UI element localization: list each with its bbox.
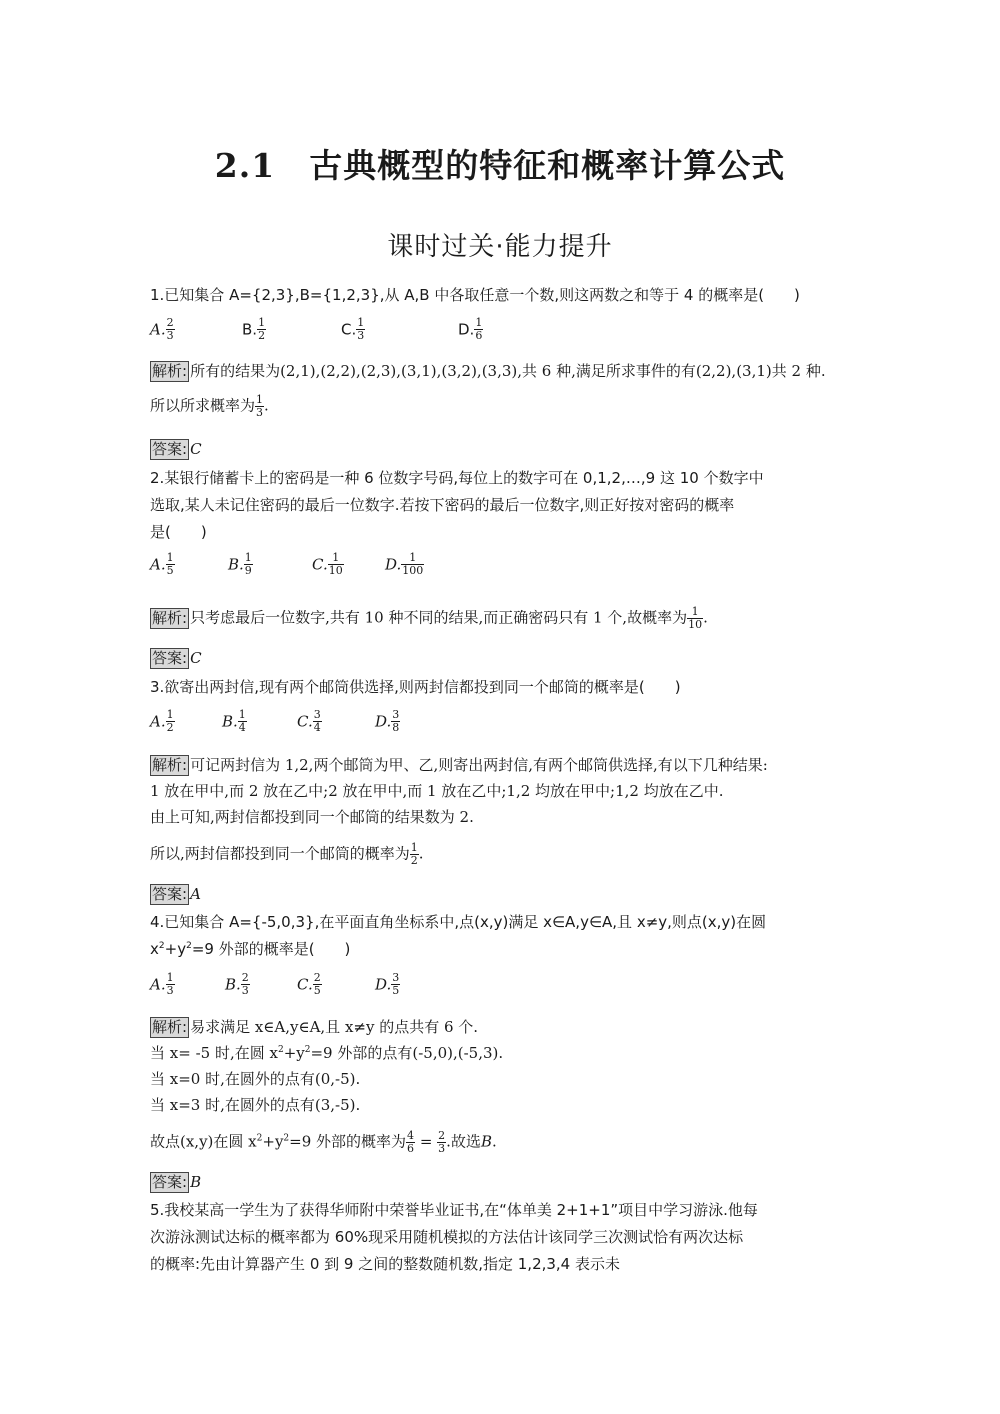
q3-analysis-line-3: 由上可知,两封信都投到同一个邮筒的结果数为 2. [150,808,474,826]
q4-analysis-line-1: 解析: 易求满足 x∈A,y∈A,且 x≠y 的点共有 6 个. [152,1018,479,1036]
q2-option-a: A. $\frac{1}{5}$ [150,551,174,577]
section-title: 古典概型的特征和概率计算公式 [309,146,786,185]
q2-option-d: D. $\frac{1}{100}$ [385,551,424,577]
analysis-tag: 解析: [152,608,188,627]
q2-option-c: C. $\frac{1}{10}$ [312,551,343,577]
q3-analysis-line-2: 1 放在甲中,而 2 放在乙中;2 放在甲中,而 1 放在乙中;1,2 均放在甲中;1,2 均放在乙中. [150,782,724,800]
q1-option-c: C. $\frac{1}{3}$ [341,316,365,342]
q4-answer: 答案: B [152,1173,202,1191]
analysis-tag: 解析: [152,756,188,774]
page-subtitle: 课时过关·能力提升 [387,232,613,262]
q4-option-d: D. $\frac{3}{5}$ [375,971,400,997]
q4-analysis-line-2: 当 x= -5 时,在圆 $x^2+y^2=9$ 外部的点有(-5,0),(-5,3). [150,1044,504,1062]
q4-stem-line-2: $x^2+y^2=9$ 外部的概率是( ) [150,940,351,958]
q1-option-b: B. $\frac{1}{2}$ [242,316,266,342]
answer-tag: 答案: [152,885,188,903]
answer-tag: 答案: [152,440,188,458]
q3-option-c: C. $\frac{3}{4}$ [297,708,321,734]
q2-stem-line-3: 是( ) [150,523,207,541]
q3-stem: 3.欲寄出两封信,现有两个邮筒供选择,则两封信都投到同一个邮筒的概率是( ) [150,678,681,696]
q2-stem-line-2: 选取,某人未记住密码的最后一位数字.若按下密码的最后一位数字,则正好按对密码的概率 [150,496,735,514]
q2-answer: 答案: C [152,649,202,667]
q1-stem: 1.已知集合 A={2,3},B={1,2,3},从 A,B 中各取任意一个数,则这两数之和等于 4 的概率是( ) [150,286,800,304]
q1-option-a: A. $\frac{2}{3}$ [150,316,174,342]
answer-tag: 答案: [152,1173,188,1191]
q4-option-b: B. $\frac{2}{3}$ [225,971,249,997]
q1-answer: 答案: C [152,440,202,458]
q4-option-c: C. $\frac{2}{5}$ [297,971,321,997]
q3-answer: 答案: A [152,885,201,903]
section-number: 2.1 [214,146,276,185]
q3-option-d: D. $\frac{3}{8}$ [375,708,400,734]
q3-analysis-line-1: 解析: 可记两封信为 1,2,两个邮筒为甲、乙,则寄出两封信,有两个邮筒供选择,有以下几种结果: [152,756,768,774]
q3-option-b: B. $\frac{1}{4}$ [222,708,246,734]
answer-tag: 答案: [152,649,188,667]
page-title [0,140,1000,187]
q2-stem-line-1: 2.某银行储蓄卡上的密码是一种 6 位数字号码,每位上的数字可在 0,1,2,…,9 这 10 个数字中 [150,469,764,487]
q4-analysis-line-4: 当 x=3 时,在圆外的点有(3,-5). [150,1096,361,1114]
q1-analysis-line-1: 解析: 所有的结果为(2,1),(2,2),(2,3),(3,1),(3,2),(3,3),共 6 种,满足所求事件的有(2,2),(3,1)共 2 种. [152,362,826,380]
q4-analysis-line-5: 故点(x,y)在圆 $x^2+y^2=9$ 外部的概率为 $\frac{4}{6}$ = $\frac{2}{3}$ .故选B. [150,1129,497,1155]
analysis-tag: 解析: [152,362,188,380]
q5-stem-line-3: 的概率:先由计算器产生 0 到 9 之间的整数随机数,指定 1,2,3,4 表示未 [150,1255,620,1273]
q2-option-b: B. $\frac{1}{9}$ [228,551,252,577]
q1-analysis-line-2: 所以所求概率为 $\frac{1}{3}$ . [150,393,269,419]
q4-stem-line-1: 4.已知集合 A={-5,0,3},在平面直角坐标系中,点(x,y)满足 x∈A,y∈A,且 x≠y,则点(x,y)在圆 [150,913,767,931]
q5-stem-line-2: 次游泳测试达标的概率都为 60%现采用随机模拟的方法估计该同学三次测试恰有两次达标 [150,1228,744,1246]
analysis-tag: 解析: [152,1018,188,1036]
q2-analysis: 解析: 只考虑最后一位数字,共有 10 种不同的结果,而正确密码只有 1 个,故概率为 $\frac{1}{10}$ . [152,605,708,631]
q3-option-a: A. $\frac{1}{2}$ [150,708,174,734]
q4-analysis-line-3: 当 x=0 时,在圆外的点有(0,-5). [150,1070,361,1088]
q5-stem-line-1: 5.我校某高一学生为了获得华师附中荣誉毕业证书,在“体单美 2+1+1”项目中学习游泳.他每 [150,1201,758,1219]
q3-analysis-line-4: 所以,两封信都投到同一个邮筒的概率为 $\frac{1}{2}$ . [150,841,424,867]
q1-option-d: D. $\frac{1}{6}$ [458,316,483,342]
q4-option-a: A. $\frac{1}{3}$ [150,971,174,997]
